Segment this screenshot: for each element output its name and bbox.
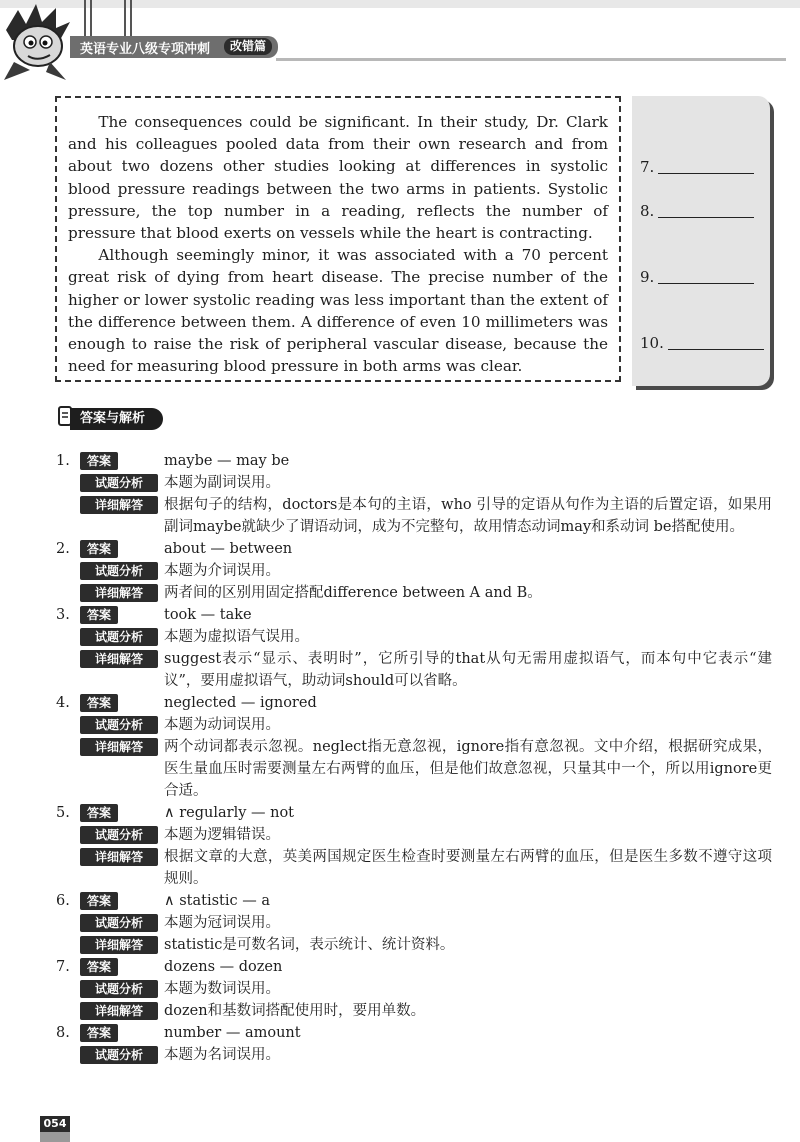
answer-list bbox=[56, 450, 772, 1066]
analysis-tag: 试题分析 bbox=[80, 562, 158, 580]
answer-tag: 答案 bbox=[80, 804, 118, 822]
blank-number: 7. bbox=[640, 158, 655, 176]
analysis-text: 本题为虚拟语气误用。 bbox=[164, 629, 309, 645]
answer-tag: 答案 bbox=[80, 892, 118, 910]
entry-number: 3. bbox=[56, 607, 70, 623]
entry-number: 6. bbox=[56, 893, 70, 909]
answer-entry bbox=[56, 604, 772, 692]
analysis-tag: 试题分析 bbox=[80, 914, 158, 932]
answer-text: dozens — dozen bbox=[164, 959, 283, 975]
answer-entry bbox=[56, 802, 772, 890]
header-rule bbox=[276, 58, 786, 61]
detail-tag: 详细解答 bbox=[80, 936, 158, 954]
analysis-text: 本题为副词误用。 bbox=[164, 475, 280, 491]
passage-paragraph: The consequences could be significant. In their study, Dr. Clark and his colleagues pooled data from their own research and from about two dozens other studies looking at differences in systolic blood pressure readings between the two arms in patients. Systolic pressure, the top number in a reading, reflects the number of pressure that blood exerts on vessels while the heart is contracting. bbox=[68, 113, 608, 243]
answer-tag: 答案 bbox=[80, 606, 118, 624]
answer-blank bbox=[640, 334, 764, 352]
detail-text: 两者间的区别用固定搭配difference between A and B。 bbox=[164, 585, 542, 601]
answer-entry bbox=[56, 450, 772, 538]
answer-entry bbox=[56, 890, 772, 956]
answer-text: about — between bbox=[164, 541, 293, 557]
top-strip bbox=[0, 0, 800, 8]
passage-box bbox=[55, 96, 621, 382]
answer-text: took — take bbox=[164, 607, 252, 623]
entry-number: 4. bbox=[56, 695, 70, 711]
analysis-tag: 试题分析 bbox=[80, 628, 158, 646]
answer-tag: 答案 bbox=[80, 1024, 118, 1042]
detail-tag: 详细解答 bbox=[80, 496, 158, 514]
detail-text: 根据句子的结构，doctors是本句的主语，who 引导的定语从句作为主语的后置定语，如果用副词maybe就缺少了谓语动词，成为不完整句，故用情态动词may和系动词 be搭配使用。 bbox=[164, 497, 772, 535]
entry-number: 5. bbox=[56, 805, 70, 821]
detail-tag: 详细解答 bbox=[80, 1002, 158, 1020]
answer-blank bbox=[640, 158, 754, 176]
answer-text: ∧ regularly — not bbox=[164, 805, 295, 821]
answer-text: maybe — may be bbox=[164, 453, 290, 469]
blank-line bbox=[658, 217, 754, 218]
answer-entry bbox=[56, 692, 772, 802]
passage-paragraph: Although seemingly minor, it was associated with a 70 percent great risk of dying from heart disease. The precise number of the higher or lower systolic reading was less important than the extent of the difference between them. A difference of even 10 millimeters was enough to raise the risk of peripheral vascular disease, because the need for measuring blood pressure in both arms was clear. bbox=[68, 246, 608, 376]
answer-text: neglected — ignored bbox=[164, 695, 317, 711]
detail-text: statistic是可数名词，表示统计、统计资料。 bbox=[164, 937, 455, 953]
page-number-strip bbox=[40, 1132, 70, 1142]
section-title: 答案与解析 bbox=[70, 408, 163, 430]
answer-entry bbox=[56, 538, 772, 604]
detail-tag: 详细解答 bbox=[80, 848, 158, 866]
answer-text: ∧ statistic — a bbox=[164, 893, 270, 909]
analysis-tag: 试题分析 bbox=[80, 980, 158, 998]
entry-number: 8. bbox=[56, 1025, 70, 1041]
analysis-tag: 试题分析 bbox=[80, 1046, 158, 1064]
blank-number: 10. bbox=[640, 334, 664, 352]
answer-tag: 答案 bbox=[80, 694, 118, 712]
answer-entry bbox=[56, 956, 772, 1022]
analysis-tag: 试题分析 bbox=[80, 716, 158, 734]
answer-blank bbox=[640, 268, 754, 286]
answer-text: number — amount bbox=[164, 1025, 301, 1041]
answer-tag: 答案 bbox=[80, 540, 118, 558]
book-title: 英语专业八级专项冲刺 bbox=[80, 42, 211, 57]
blank-line bbox=[658, 173, 754, 174]
answer-blank bbox=[640, 202, 754, 220]
analysis-text: 本题为介词误用。 bbox=[164, 563, 280, 579]
section-tag: 改错篇 bbox=[224, 38, 272, 55]
analysis-text: 本题为逻辑错误。 bbox=[164, 827, 280, 843]
detail-tag: 详细解答 bbox=[80, 738, 158, 756]
answer-tag: 答案 bbox=[80, 958, 118, 976]
analysis-text: 本题为数词误用。 bbox=[164, 981, 280, 997]
detail-text: suggest表示“显示、表明时”，它所引导的that从句无需用虚拟语气，而本句中它表示“建议”，要用虚拟语气，助动词should可以省略。 bbox=[164, 651, 772, 689]
detail-tag: 详细解答 bbox=[80, 650, 158, 668]
entry-number: 7. bbox=[56, 959, 70, 975]
blank-number: 8. bbox=[640, 202, 655, 220]
detail-text: dozen和基数词搭配使用时，要用单数。 bbox=[164, 1003, 426, 1019]
page-number: 054 bbox=[40, 1116, 70, 1132]
blank-line bbox=[668, 349, 764, 350]
analysis-text: 本题为冠词误用。 bbox=[164, 915, 280, 931]
blank-number: 9. bbox=[640, 268, 655, 286]
analysis-tag: 试题分析 bbox=[80, 826, 158, 844]
analysis-text: 本题为动词误用。 bbox=[164, 717, 280, 733]
analysis-tag: 试题分析 bbox=[80, 474, 158, 492]
detail-tag: 详细解答 bbox=[80, 584, 158, 602]
answer-tag: 答案 bbox=[80, 452, 118, 470]
blank-line bbox=[658, 283, 754, 284]
answer-entry bbox=[56, 1022, 772, 1066]
analysis-text: 本题为名词误用。 bbox=[164, 1047, 280, 1063]
detail-text: 根据文章的大意，英美两国规定医生检查时要测量左右两臂的血压，但是医生多数不遵守这项规则。 bbox=[164, 849, 772, 887]
detail-text: 两个动词都表示忽视。neglect指无意忽视，ignore指有意忽视。文中介绍，根据研究成果，医生量血压时需要测量左右两臂的血压，但是他们故意忽视，只量其中一个，所以用ignore更合适。 bbox=[164, 739, 772, 799]
entry-number: 1. bbox=[56, 453, 70, 469]
entry-number: 2. bbox=[56, 541, 70, 557]
